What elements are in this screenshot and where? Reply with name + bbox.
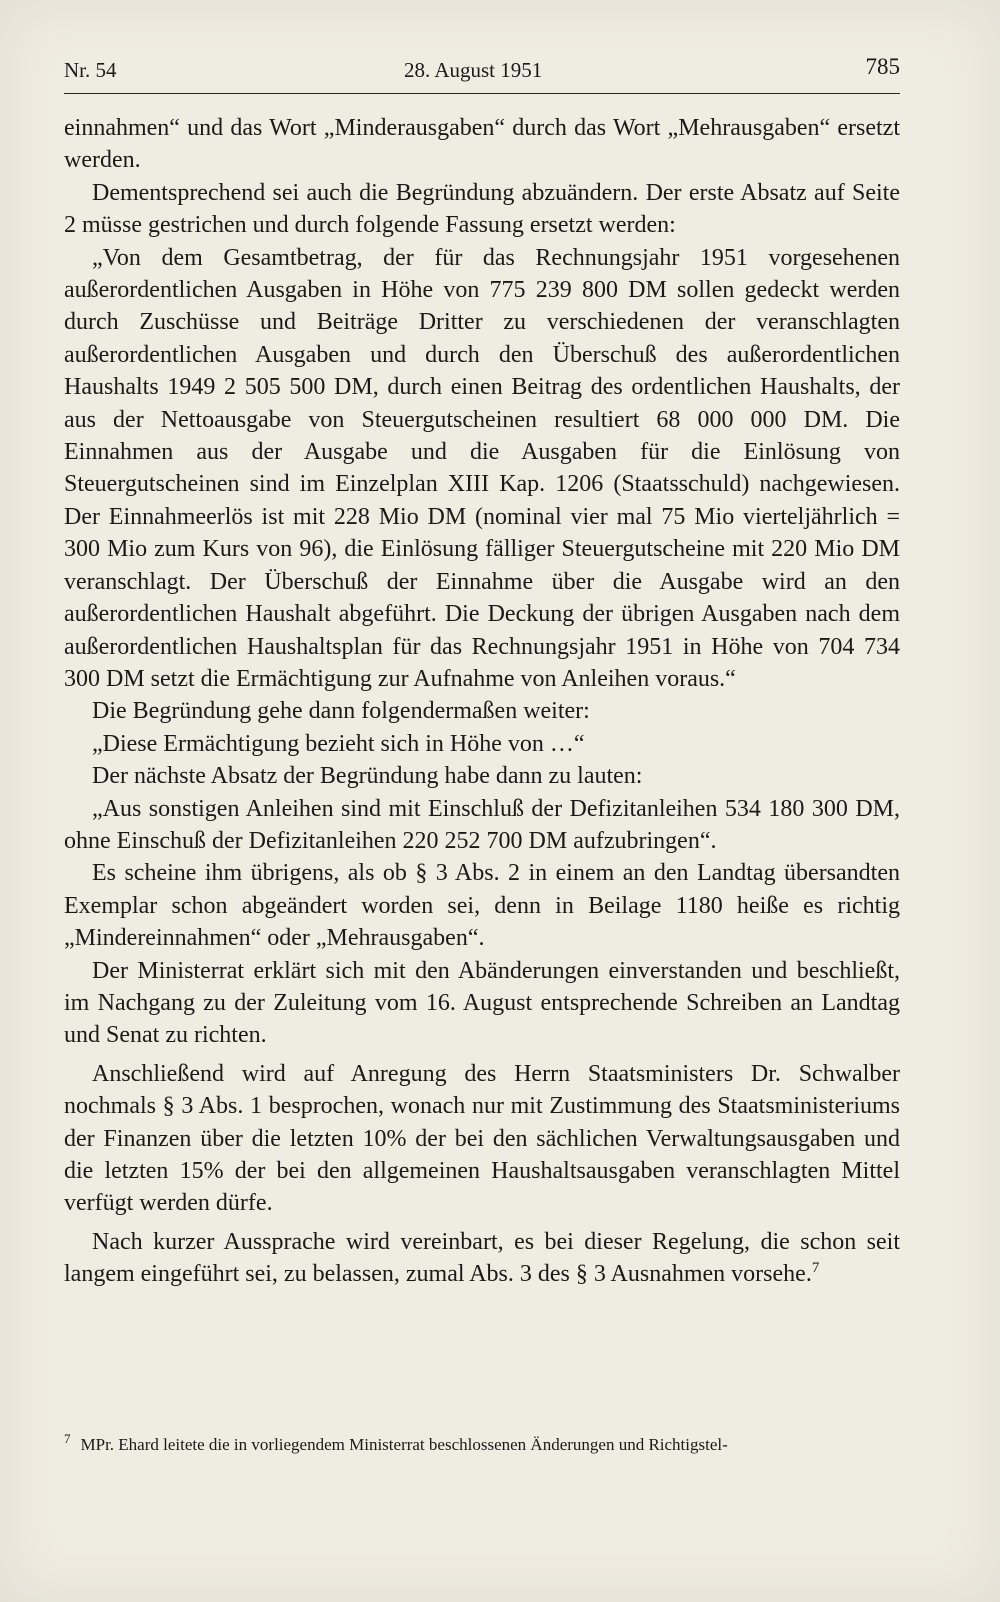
body-text bbox=[64, 112, 900, 1291]
header-date: 28. August 1951 bbox=[404, 58, 543, 82]
paragraph-text: Nach kurzer Aussprache wird vereinbart, es bei dieser Regelung, die schon seit langem eingeführt sei, zu belassen, zumal Abs. 3 des § 3 Ausnahmen vorsehe. bbox=[64, 1228, 900, 1288]
running-header bbox=[64, 52, 900, 92]
footnote-number: 7 bbox=[64, 1431, 71, 1447]
footnote-reference: 7 bbox=[811, 1260, 820, 1277]
quoted-paragraph: „Von dem Gesamtbetrag, der für das Rechnungsjahr 1951 vorgesehenen außerordentlichen Ausgaben in Höhe von 775 239 800 DM sollen gedeckt werden durch Zuschüsse und Beiträge Dritter zu verschiedenen der veranschlagten außerordentlichen Ausgaben und durch den Überschuß des außerordentlichen Haushalts 1949 2 505 500 DM, durch einen Beitrag des ordentlichen Haushalts, der aus der Nettoausgabe von Steuergutscheinen resultiert 68 000 000 DM. Die Einnahmen aus der Ausgabe und die Ausgaben für die Einlösung von Steuergutscheinen sind im Einzelplan XIII Kap. 1206 (Staatsschuld) nachgewiesen. Der Einnahmeerlös ist mit 228 Mio DM (nominal vier mal 75 Mio vierteljährlich = 300 Mio zum Kurs von 96), die Einlösung fälliger Steuergutscheine mit 220 Mio DM veranschlagt. Der Überschuß der Einnahme über die Ausgabe wird an den außerordentlichen Haushalt abgeführt. Die Deckung der übrigen Ausgaben nach dem außerordentlichen Haushaltsplan für das Rechnungsjahr 1951 in Höhe von 704 734 300 DM setzt die Ermächtigung zur Aufnahme von Anleihen voraus.“ bbox=[64, 244, 900, 692]
paragraph: Anschließend wird auf Anregung des Herrn Staatsministers Dr. Schwalber nochmals § 3 Abs. 1 besprochen, wonach nur mit Zustimmung des Staatsministeriums der Finanzen über die letzten 10% der bei den sächlichen Verwaltungsausgaben und die letzten 15% der bei den allgemeinen Haushaltsausgaben veranschlagten Mittel verfügt werden dürfe. bbox=[64, 1060, 900, 1217]
quoted-paragraph: „Aus sonstigen Anleihen sind mit Einschluß der Defizitanleihen 534 180 300 DM, ohne Einschuß der Defizitanleihen 220 252 700 DM aufzubringen“. bbox=[64, 795, 900, 854]
header-rule bbox=[64, 93, 900, 94]
issue-number: Nr. 54 bbox=[64, 58, 117, 82]
page-number: 785 bbox=[865, 54, 900, 79]
footnote-text: MPr. Ehard leitete die in vorliegendem Ministerrat beschlossenen Änderungen und Richtigstel- bbox=[80, 1435, 728, 1454]
paragraph-continuation: einnahmen“ und das Wort „Minderausgaben“ durch das Wort „Mehrausgaben“ ersetzt werden. bbox=[64, 115, 900, 174]
paragraph-with-footnote bbox=[64, 1226, 900, 1291]
quoted-paragraph: „Diese Ermächtigung bezieht sich in Höhe von …“ bbox=[92, 730, 585, 757]
paragraph: Der Ministerrat erklärt sich mit den Abänderungen einverstanden und beschließt, im Nachgang zu der Zuleitung vom 16. August entsprechende Schreiben an Landtag und Senat zu richten. bbox=[64, 957, 900, 1049]
paragraph: Dementsprechend sei auch die Begründung abzuändern. Der erste Absatz auf Seite 2 müsse gestrichen und durch folgende Fassung ersetzt werden: bbox=[64, 179, 900, 239]
paragraph: Die Begründung gehe dann folgendermaßen weiter: bbox=[92, 698, 590, 725]
footnote bbox=[64, 1431, 900, 1456]
paragraph: Es scheine ihm übrigens, als ob § 3 Abs. 2 in einem an den Landtag übersandten Exemplar schon abgeändert worden sei, denn in Beilage 1180 heiße es richtig „Mindereinnahmen“ oder „Mehrausgaben“. bbox=[64, 860, 900, 952]
paragraph: Der nächste Absatz der Begründung habe dann zu lauten: bbox=[92, 763, 643, 790]
